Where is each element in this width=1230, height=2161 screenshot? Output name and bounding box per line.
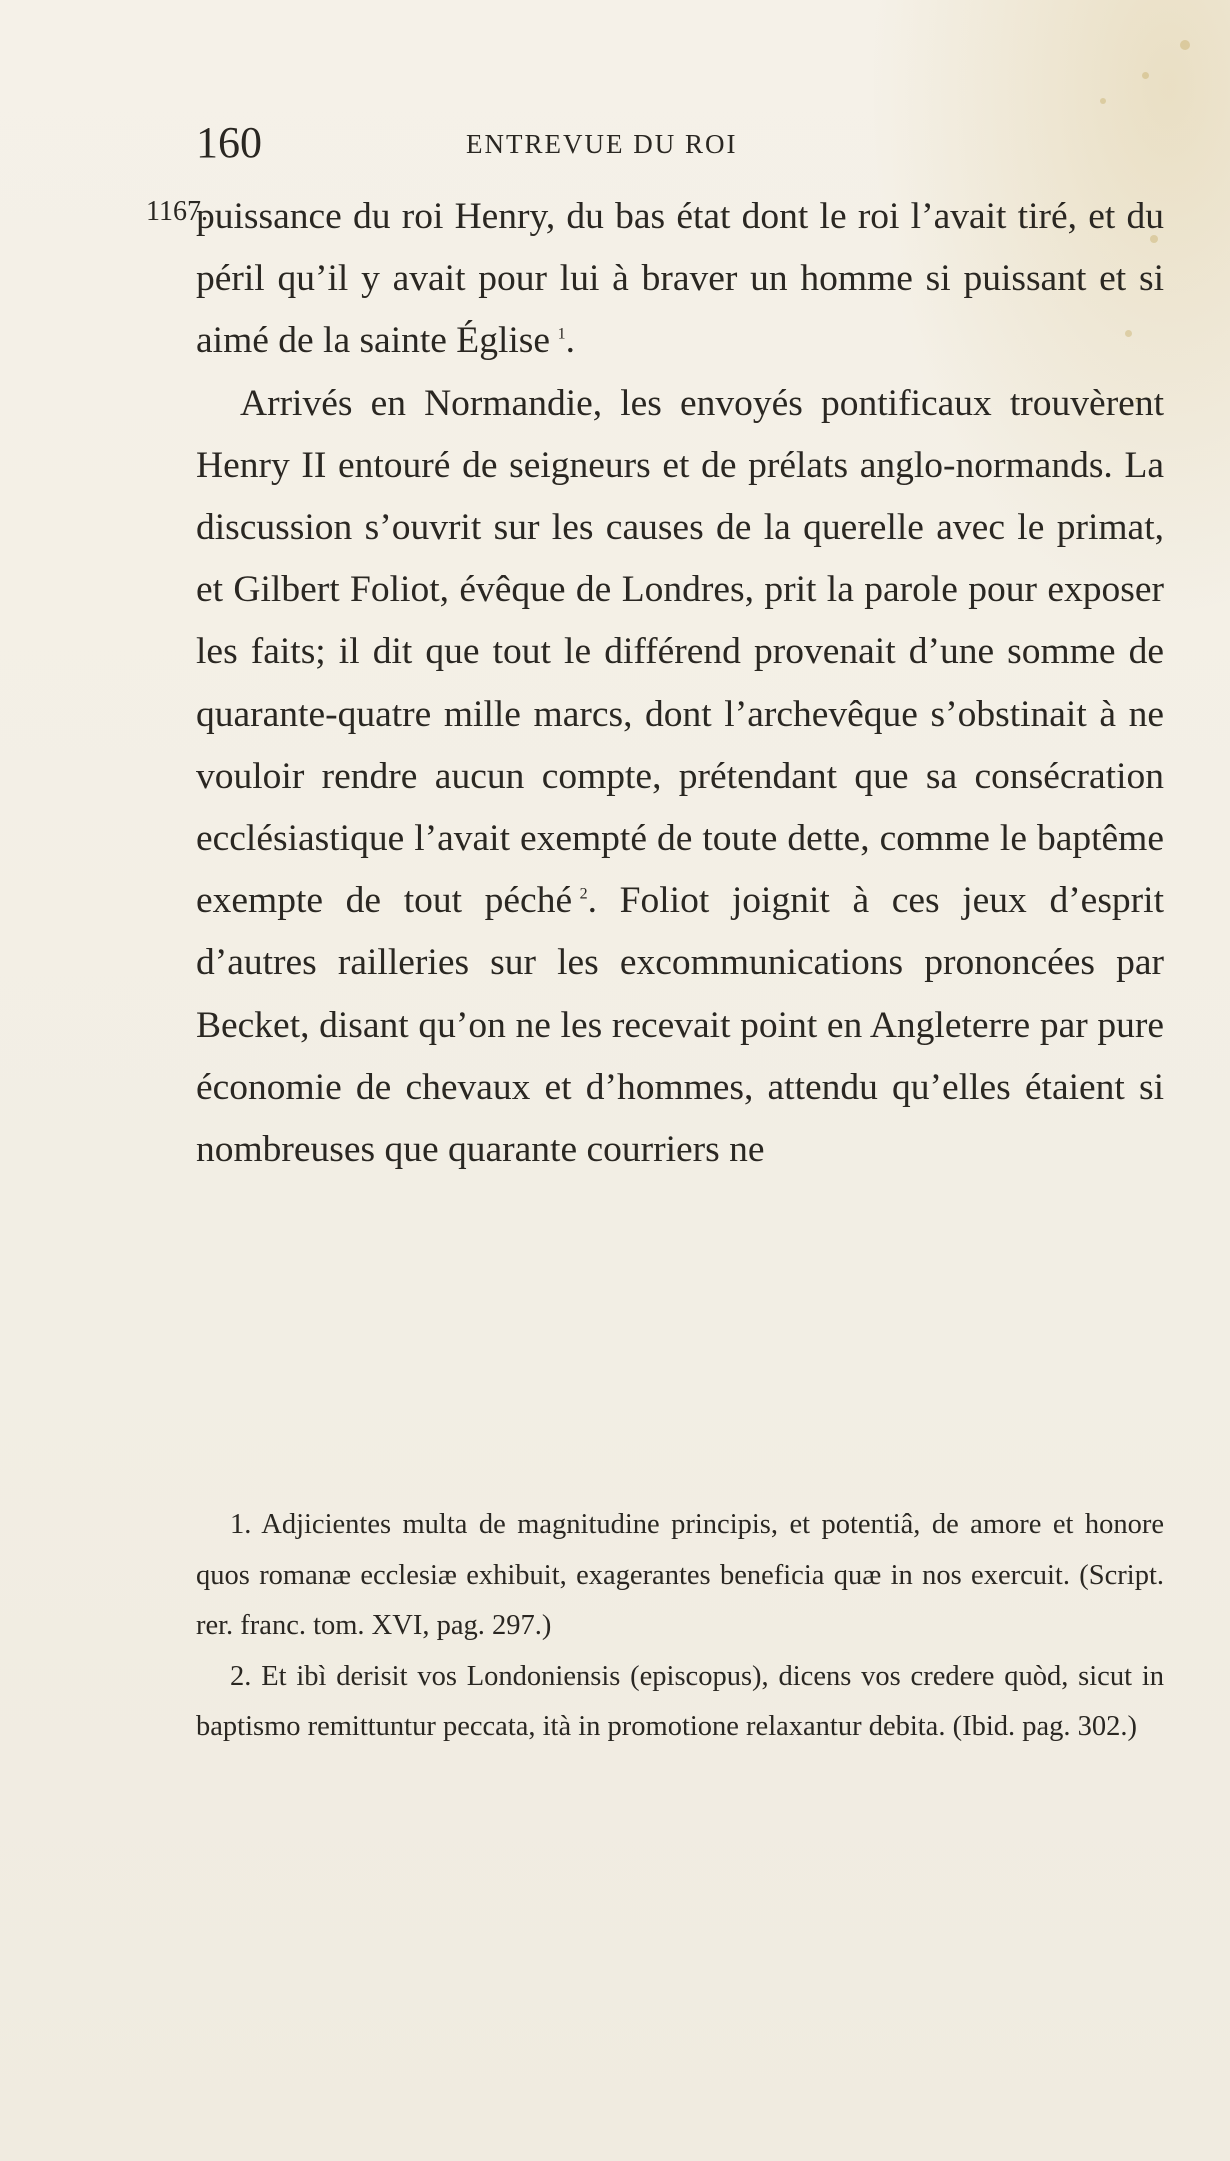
paragraph-text: . Foliot joignit à ces jeux d’esprit d’autres railleries sur les excommunications prononcées par Becket, disant qu’on ne les recevait point en Angleterre par pure économie de chevaux et d’hommes, attendu qu’elles étaient si nombreuses que quarante courriers ne [196, 880, 1164, 1171]
paragraph-text: . [565, 320, 575, 362]
body-text [196, 186, 1164, 1181]
paragraph [196, 373, 1164, 1182]
footnote-number: 1. [230, 1509, 252, 1540]
footnote-ref: 2 [579, 885, 588, 903]
footnote-text: Adjicientes multa de magnitudine principis, et potentiâ, de amore et honore quos romanæ ecclesiæ exhibuit, exagerantes beneficia quæ in nos exercuit. (Script. rer. franc. tom. XVI, pag. 297.) [196, 1509, 1164, 1641]
paragraph [196, 186, 1164, 373]
footnote-number: 2. [230, 1660, 252, 1692]
running-head: ENTREVUE DU ROI [466, 129, 738, 159]
footnote [196, 1652, 1164, 1753]
footnotes [196, 1500, 1164, 1753]
foxing-spot [1180, 40, 1190, 50]
page-number: 160 [196, 118, 262, 167]
footnote [196, 1500, 1164, 1652]
foxing-spot [1142, 72, 1149, 79]
paragraph-text: puissance du roi Henry, du bas état dont le roi l’avait tiré, et du péril qu’il y avait pour lui à braver un homme si puissant et si aimé de la sainte Église [196, 196, 1164, 362]
paragraph-text: Arrivés en Normandie, les envoyés pontificaux trouvèrent Henry II entouré de seigneurs et de prélats anglo-normands. La discussion s’ouvrit sur les causes de la querelle avec le primat, et Gilbert Foliot, évêque de Londres, prit la parole pour exposer les faits; il dit que tout le différend provenait d’une somme de quarante-quatre mille marcs, dont l’archevêque s’obstinait à ne vouloir rendre aucun compte, prétendant que sa consécration ecclésiastique l’avait exempté de toute dette, comme le baptême exempte de tout péché [196, 382, 1164, 922]
margin-year: 1167. [146, 196, 208, 227]
foxing-spot [1100, 98, 1106, 104]
footnote-ref: 1 [557, 325, 566, 343]
footnote-text: Et ibì derisit vos Londoniensis (episcopus), dicens vos credere quòd, sicut in baptismo remittuntur peccata, ità in promotione relaxantur debita. (Ibid. pag. 302.) [196, 1660, 1164, 1742]
page-header [196, 118, 1164, 168]
